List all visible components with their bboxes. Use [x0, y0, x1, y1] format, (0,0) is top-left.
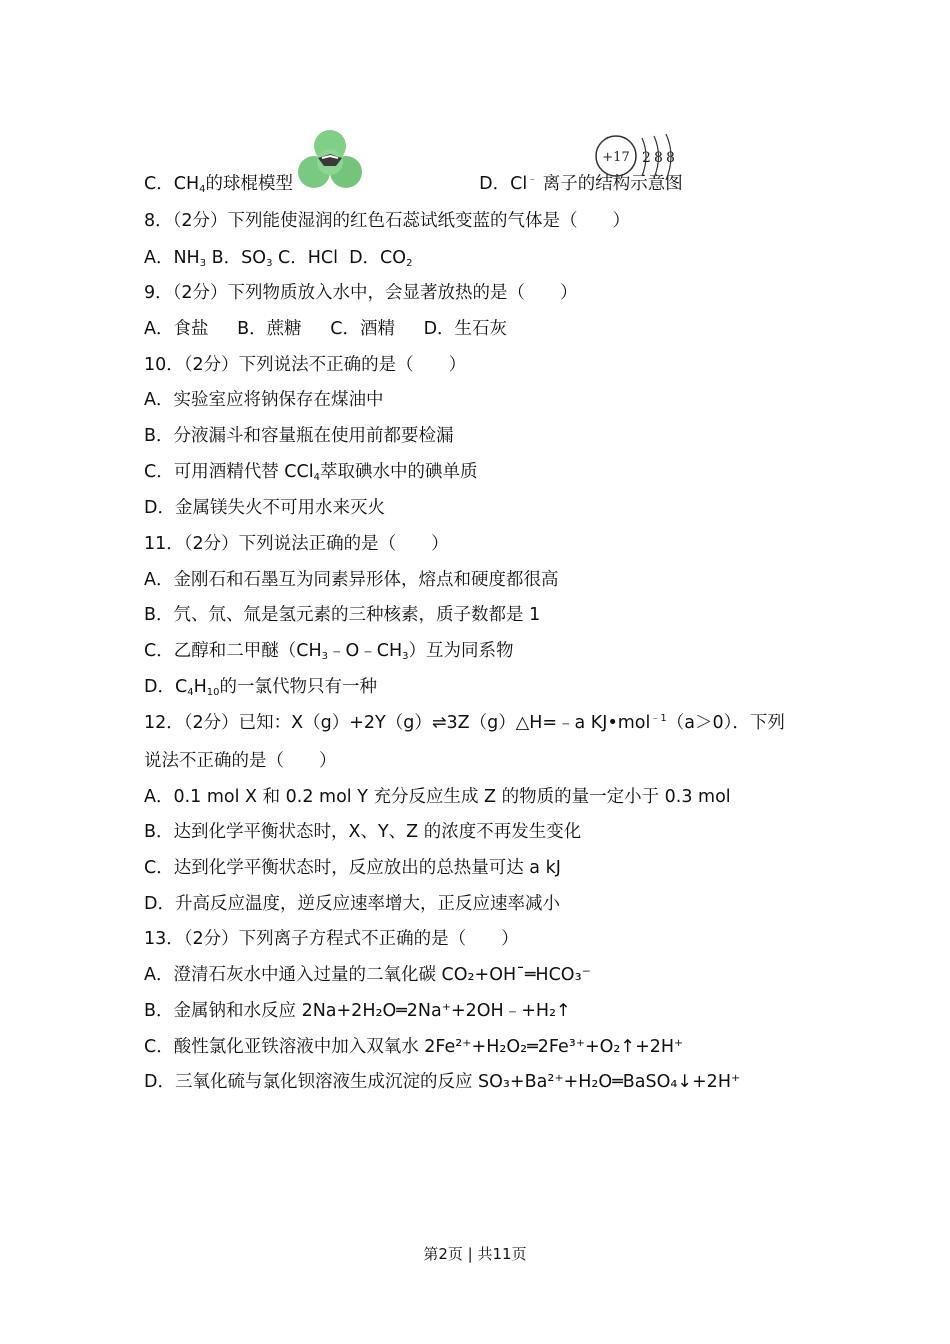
q9-options: A．食盐 B．蔗糖 C．酒精 D．生石灰 — [144, 319, 508, 339]
nucleus-label: +17 — [602, 150, 630, 165]
q8-stem: 8．（2分）下列能使湿润的红色石蕊试纸变蓝的气体是（ ） — [144, 211, 631, 231]
q10-option-b: B．分液漏斗和容量瓶在使用前都要检漏 — [144, 426, 454, 446]
q12-stem-line1: 12．（2分）已知：X（g）+2Y（g）⇌3Z（g）△H=﹣a KJ•mol$^{﹣1}$（a＞0）．下列 — [144, 713, 785, 733]
shell-3-label: 8 — [666, 150, 675, 166]
q10-option-c: C．可用酒精代替 CCl$_4$萃取碘水中的碘单质 — [144, 462, 478, 483]
q11-option-b: B．氕、氘、氚是氢元素的三种核素，质子数都是 1 — [144, 605, 541, 625]
q10-stem: 10．（2分）下列说法不正确的是（ ） — [144, 355, 467, 375]
shell-2-label: 8 — [654, 150, 663, 166]
q12-option-d: D．升高反应温度，逆反应速率增大，正反应速率减小 — [144, 894, 560, 914]
q13-option-b: B．金属钠和水反应 2Na+2H₂O═2Na⁺+2OH﹣+H₂↑ — [144, 1001, 571, 1021]
q13-option-c: C．酸性氯化亚铁溶液中加入双氧水 2Fe²⁺+H₂O₂═2Fe³⁺+O₂↑+2H⁺ — [144, 1037, 684, 1057]
q11-option-a: A．金刚石和石墨互为同素异形体，熔点和硬度都很高 — [144, 570, 559, 590]
q11-stem: 11．（2分）下列说法正确的是（ ） — [144, 534, 449, 554]
shell-1-label: 2 — [642, 150, 651, 166]
q12-option-a: A．0.1 mol X 和 0.2 mol Y 充分反应生成 Z 的物质的量一定小于 0.3 mol — [144, 787, 731, 807]
q12-option-b: B．达到化学平衡状态时，X、Y、Z 的浓度不再发生变化 — [144, 822, 582, 842]
q11-option-c: C．乙醇和二甲醚$(CH_3﹣O﹣CH_3)$互为同系物 — [144, 641, 514, 662]
q13-option-d: D．三氧化硫与氯化钡溶液生成沉淀的反应 SO₃+Ba²⁺+H₂O═BaSO₄↓+2H⁺ — [144, 1072, 741, 1092]
q7-option-d: D．Cl﹣ 离子的结构示意图 — [479, 174, 683, 194]
q12-option-c: C．达到化学平衡状态时，反应放出的总热量可达 a kJ — [144, 858, 561, 878]
q7-option-line — [144, 172, 850, 196]
q12-stem-line2: 说法不正确的是（ ） — [144, 751, 337, 771]
q13-option-a: A．澄清石灰水中通入过量的二氧化碳 CO₂+OH¯═HCO₃⁻ — [144, 965, 591, 985]
q11-option-d: D．$C_4H_{10}$的一氯代物只有一种 — [144, 677, 377, 698]
q7-option-c: C．$CH_4$的球棍模型 — [144, 174, 293, 195]
q10-option-a: A．实验室应将钠保存在煤油中 — [144, 390, 384, 410]
q8-options: A．$NH_3$ B．$SO_3$ C．HCl D．$CO_2$ — [144, 248, 413, 269]
q10-option-d: D．金属镁失火不可用水来灭火 — [144, 498, 385, 518]
chloride-ion-structure-diagram — [592, 130, 684, 188]
methane-ball-stick-model — [298, 128, 362, 190]
q13-stem: 13．（2分）下列离子方程式不正确的是（ ） — [144, 929, 519, 949]
page-footer: 第2页 | 共11页 — [423, 1245, 527, 1263]
q9-stem: 9．（2分）下列物质放入水中，会显著放热的是（ ） — [144, 283, 578, 303]
